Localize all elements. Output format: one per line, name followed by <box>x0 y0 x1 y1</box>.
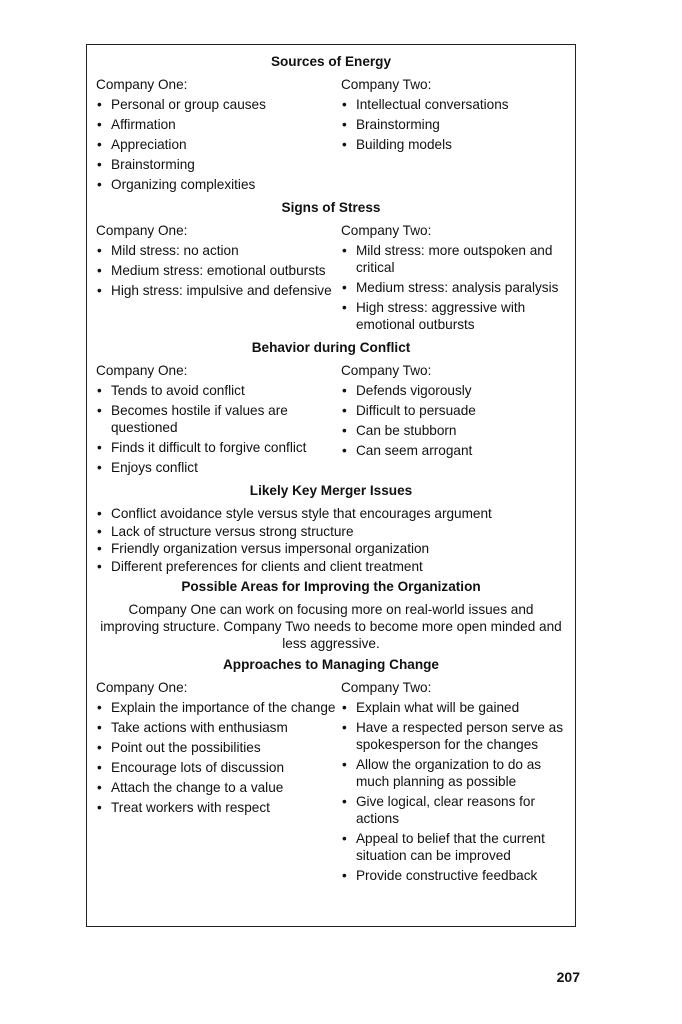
list-item: • High stress: impulsive and defensive <box>96 282 341 299</box>
company-one-column <box>96 362 341 479</box>
company-two-label: Company Two: <box>340 223 432 238</box>
list-item: • Attach the change to a value <box>96 779 341 796</box>
list-item: • Explain what will be gained <box>341 699 566 716</box>
company-one-column <box>96 76 341 196</box>
bullet-list <box>341 699 566 884</box>
section-managing-change <box>96 656 566 887</box>
list-item: • Can be stubborn <box>341 422 566 439</box>
list-item: • High stress: aggressive with emotional outbursts <box>341 299 566 333</box>
content-box <box>86 44 576 927</box>
list-item: • Conflict avoidance style versus style that encourages argument <box>96 505 566 522</box>
section-heading: Sources of Energy <box>270 54 392 69</box>
list-item: • Brainstorming <box>96 156 341 173</box>
list-item: • Point out the possibilities <box>96 739 341 756</box>
company-two-column <box>341 362 566 479</box>
list-item: • Finds it difficult to forgive conflict <box>96 439 341 456</box>
section-heading: Possible Areas for Improving the Organization <box>181 578 481 594</box>
list-item: • Affirmation <box>96 116 341 133</box>
page-number: 207 <box>556 969 580 985</box>
section-heading: Approaches to Managing Change <box>222 656 439 672</box>
section-heading: Behavior during Conflict <box>251 340 411 355</box>
company-two-label: Company Two: <box>340 363 432 378</box>
company-one-label: Company One: <box>96 363 188 378</box>
list-item: • Brainstorming <box>341 116 566 133</box>
list-item: • Medium stress: analysis paralysis <box>341 279 566 296</box>
list-item: • Building models <box>341 136 566 153</box>
bullet-list <box>96 382 341 476</box>
list-item: • Have a respected person serve as spokesperson for the changes <box>341 719 566 753</box>
bullet-list <box>96 96 341 193</box>
company-two-column <box>341 679 566 887</box>
list-item: • Lack of structure versus strong structure <box>96 523 566 540</box>
list-item: • Becomes hostile if values are questioned <box>96 402 341 436</box>
bullet-list <box>341 96 566 153</box>
list-item: • Appeal to belief that the current situation can be improved <box>341 830 566 864</box>
section-sources-of-energy <box>96 53 566 196</box>
section-heading: Signs of Stress <box>281 200 381 215</box>
bullet-list <box>96 699 341 816</box>
list-item: • Different preferences for clients and client treatment <box>96 558 566 575</box>
section-signs-of-stress <box>96 199 566 336</box>
list-item: • Provide constructive feedback <box>341 867 566 884</box>
section-merger-issues <box>96 482 566 575</box>
company-one-label: Company One: <box>96 679 188 695</box>
list-item: • Difficult to persuade <box>341 402 566 419</box>
list-item: • Enjoys conflict <box>96 459 341 476</box>
list-item: • Encourage lots of discussion <box>96 759 341 776</box>
company-two-column <box>341 76 566 196</box>
list-item: • Tends to avoid conflict <box>96 382 341 399</box>
list-item: • Allow the organization to do as much planning as possible <box>341 756 566 790</box>
company-one-column <box>96 222 341 336</box>
section-behavior-during-conflict <box>96 339 566 479</box>
list-item: • Mild stress: more outspoken and critical <box>341 242 566 276</box>
list-item: • Can seem arrogant <box>341 442 566 459</box>
list-item: • Medium stress: emotional outbursts <box>96 262 341 279</box>
list-item: • Defends vigorously <box>341 382 566 399</box>
list-item: • Friendly organization versus impersonal organization <box>96 540 566 557</box>
list-item: • Take actions with enthusiasm <box>96 719 341 736</box>
list-item: • Personal or group causes <box>96 96 341 113</box>
company-two-label: Company Two: <box>340 679 432 695</box>
improving-paragraph: Company One can work on focusing more on real-world issues and improving structure. Company Two needs to become more open minded and less aggressive. <box>100 601 562 651</box>
company-one-label: Company One: <box>96 77 188 92</box>
list-item: • Intellectual conversations <box>341 96 566 113</box>
list-item: • Treat workers with respect <box>96 799 341 816</box>
list-item: • Mild stress: no action <box>96 242 341 259</box>
company-one-column <box>96 679 341 887</box>
bullet-list <box>96 242 341 299</box>
list-item: • Appreciation <box>96 136 341 153</box>
company-two-column <box>341 222 566 336</box>
list-item: • Organizing complexities <box>96 176 341 193</box>
bullet-list <box>96 505 566 575</box>
company-two-label: Company Two: <box>340 77 432 92</box>
bullet-list <box>341 382 566 459</box>
list-item: • Explain the importance of the change <box>96 699 341 716</box>
section-improving-organization <box>96 578 566 652</box>
bullet-list <box>341 242 566 333</box>
section-heading: Likely Key Merger Issues <box>249 483 413 498</box>
company-one-label: Company One: <box>96 223 188 238</box>
list-item: • Give logical, clear reasons for actions <box>341 793 566 827</box>
